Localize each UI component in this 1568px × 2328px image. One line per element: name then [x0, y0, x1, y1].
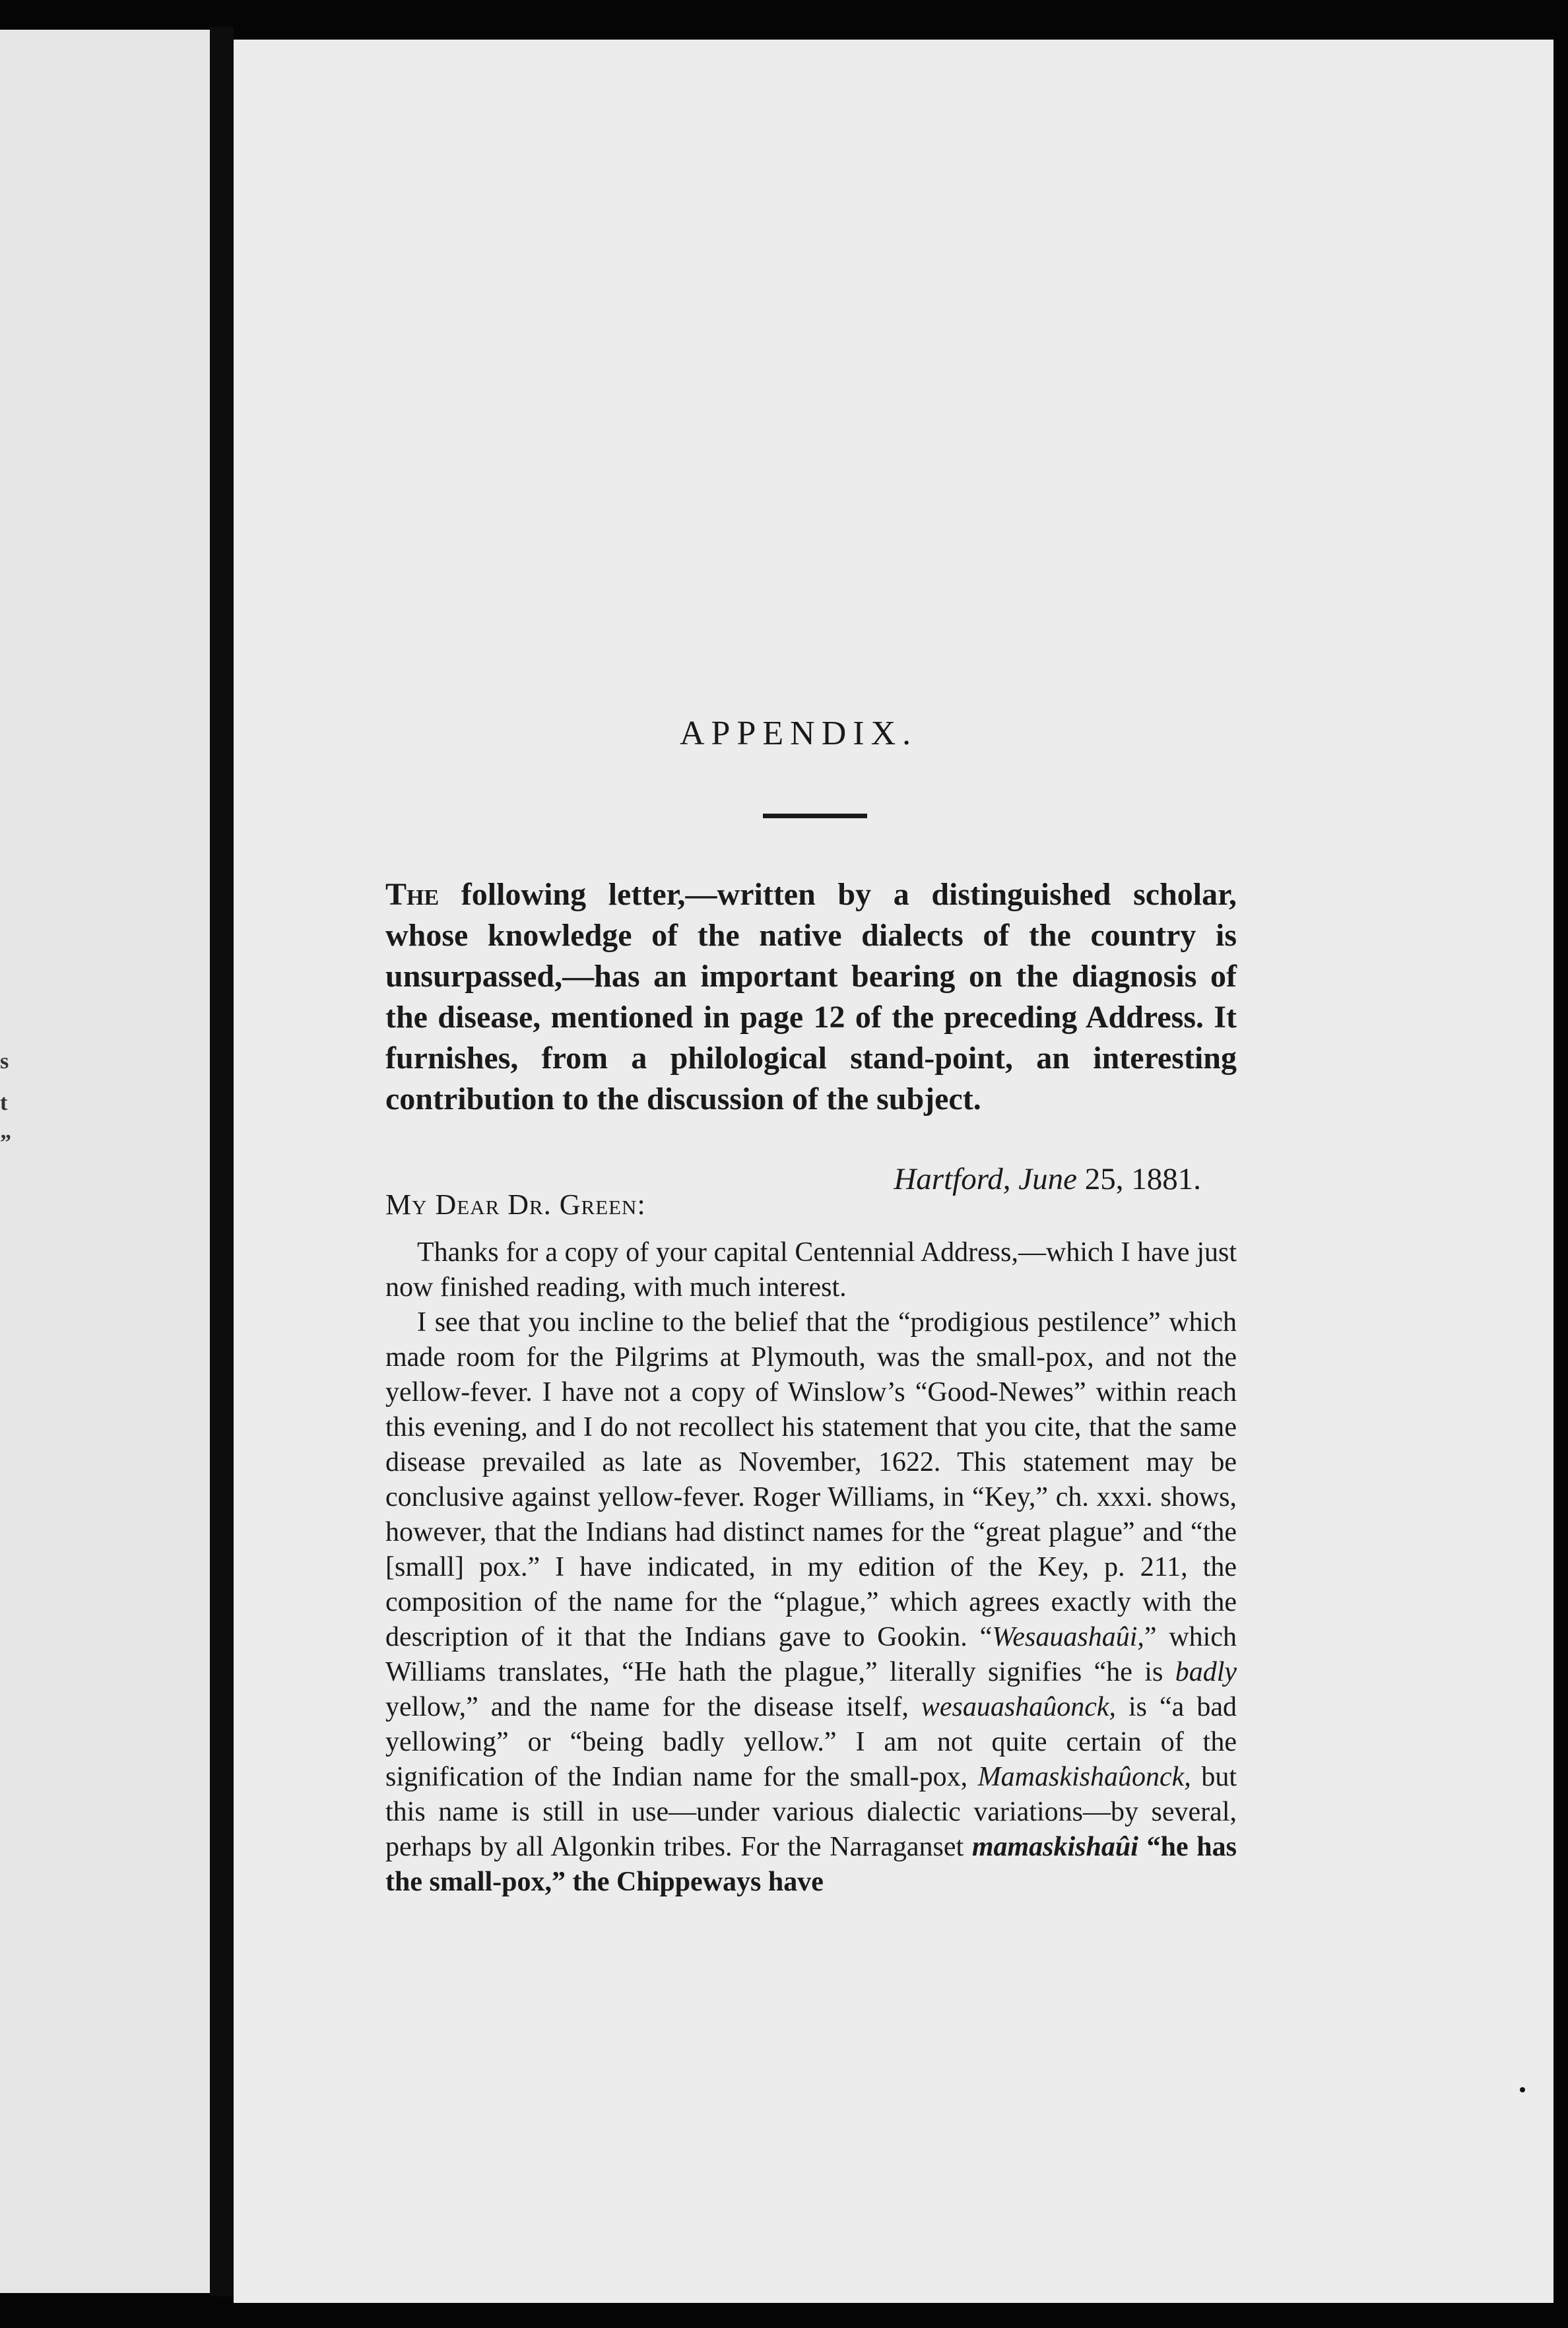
- facing-page: [0, 30, 212, 2293]
- letter-paragraph: Thanks for a copy of your capital Centennial Address,—which I have just now finished reading, with much interest.: [385, 1237, 1237, 1303]
- appendix-heading: APPENDIX.: [680, 715, 918, 752]
- page-speck: [1520, 2087, 1525, 2092]
- facing-page-fragment: ”: [0, 1130, 11, 1155]
- indian-word: mamaskishaûi: [971, 1832, 1138, 1862]
- letter-salutation: My Dear Dr. Green:: [385, 1188, 646, 1221]
- facing-page-fragment: s: [0, 1049, 9, 1074]
- indian-word: wesauashaûonck,: [921, 1692, 1116, 1722]
- letter-dateline: [726, 1161, 1201, 1197]
- intro-paragraph: [385, 874, 1237, 1120]
- heading-rule: [763, 814, 867, 818]
- dateline-month: June: [1018, 1162, 1077, 1196]
- letter-text: I see that you incline to the belief that the “prodigious pestilence” which made room for the Pilgrims at Plymouth, was the small-pox, and not the yellow-fever. I have not a copy of Winslow’s “Good-Newes” within reach this evening, and I do not recollect his statement that you cite, that the same disease prevailed as late as November, 1622. This statement may be conclusive against yellow-fever. Roger Williams, in “Key,” ch. xxxi. shows, however, that the Indians had distinct names for the “great plague” and “the [small] pox.” I have indicated, in my edition of the Key, p. 211, the composition of the name for the “plague,” which agrees exactly with the description of it that the Indians gave to Gookin. “: [385, 1307, 1237, 1652]
- book-gutter: [210, 26, 234, 2296]
- intro-text: following letter,—written by a distinguished scholar, whose knowledge of the native dialects of the country is unsurpassed,—has an important bearing on the diagnosis of the disease, mentioned in page 12 of the preceding Address. It furnishes, from a philological stand-point, an interesting contribution to the discussion of the subject.: [385, 877, 1237, 1116]
- letter-text: ” which Williams translates, “He hath the plague,” literally signifies “he is: [385, 1622, 1237, 1687]
- letter-text: “he has the small-pox,” the Chippeways have: [385, 1832, 1237, 1897]
- letter-text: is “a bad yellowing” or “being badly yellow.” I am not quite certain of the signification of the Indian name for the small-pox,: [385, 1692, 1237, 1792]
- indian-word: Wesauashaûi,: [992, 1622, 1144, 1652]
- indian-word: Mamaskishaûonck,: [977, 1762, 1191, 1792]
- dateline-place: Hartford,: [894, 1162, 1011, 1196]
- emphasis-word: badly: [1175, 1657, 1237, 1687]
- letter-text: yellow,” and the name for the disease itself,: [385, 1692, 921, 1722]
- facing-page-fragment: t: [0, 1091, 8, 1115]
- scan-border: [0, 2303, 1568, 2328]
- letter-body: [385, 1235, 1237, 1900]
- letter-paragraph: [385, 1305, 1237, 1900]
- intro-first-word: The: [385, 877, 440, 912]
- dateline-date: 25, 1881.: [1084, 1162, 1201, 1196]
- letter-text: but this name is still in use—under various dialectic variations—by several, perhaps by all Algonkin tribes. For the Narraganset: [385, 1762, 1237, 1862]
